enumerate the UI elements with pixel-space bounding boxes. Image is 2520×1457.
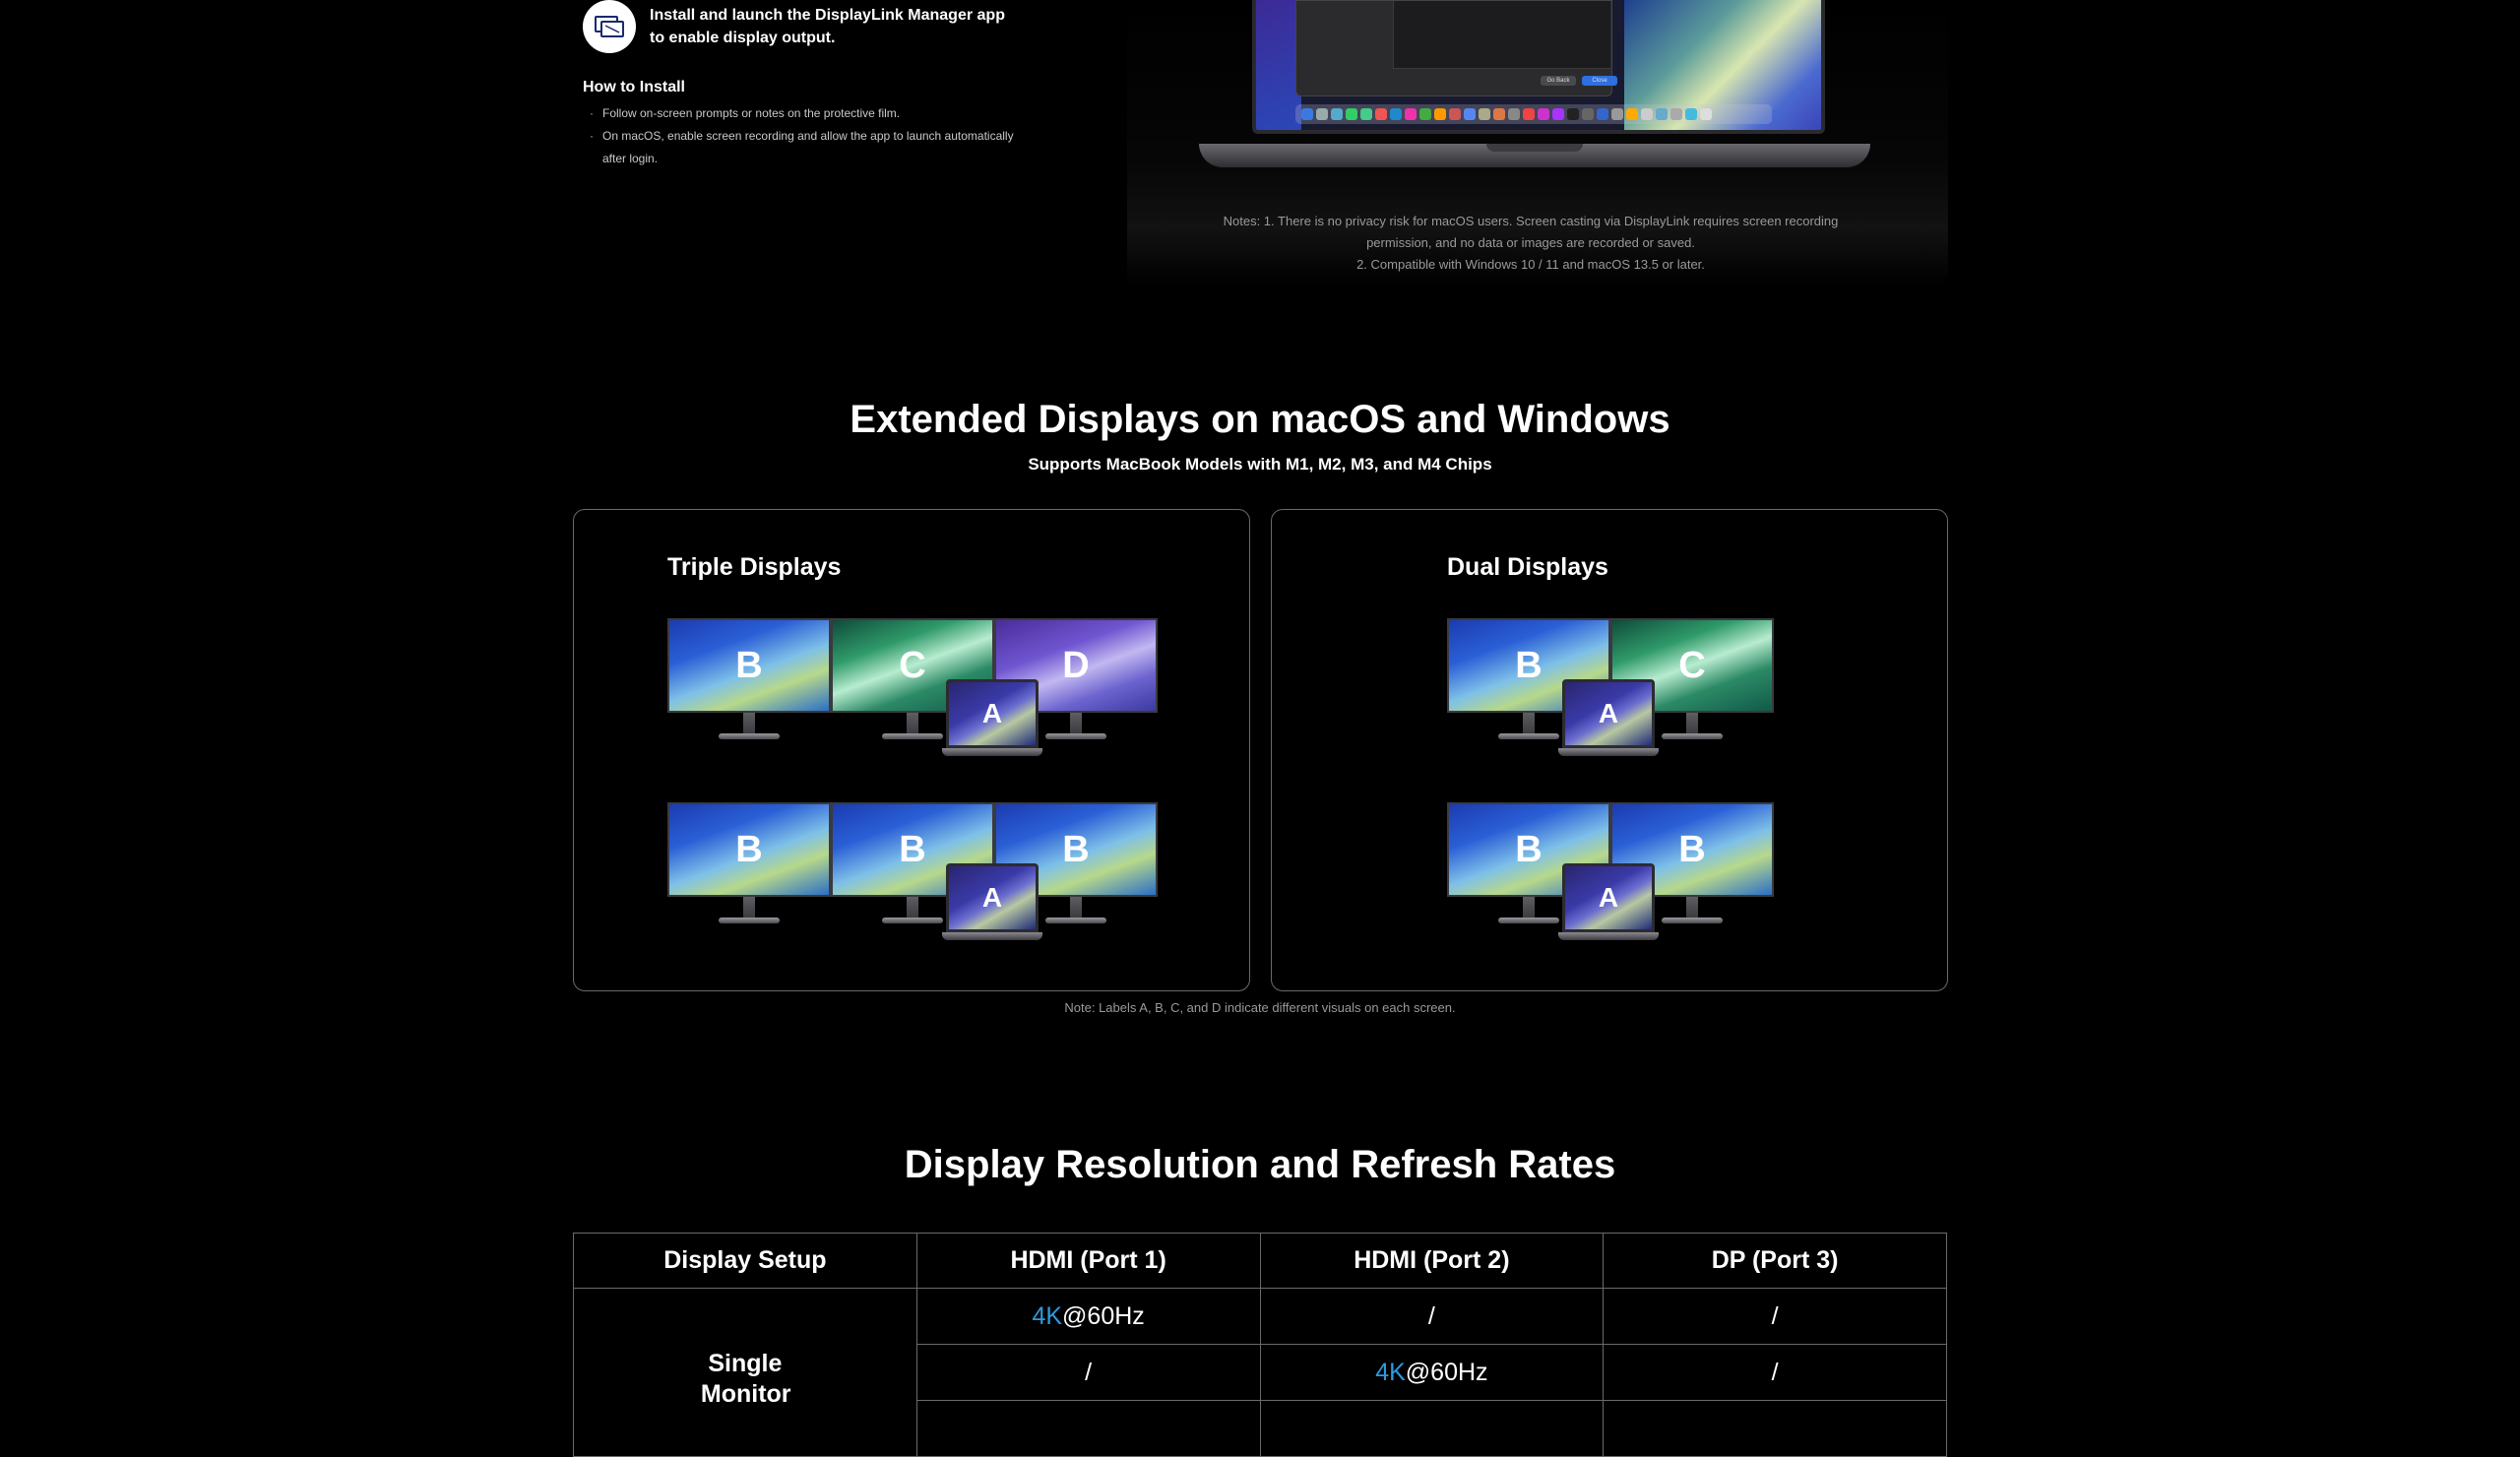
go-back-button: Go Back <box>1541 76 1576 86</box>
install-step: · Follow on-screen prompts or notes on the protective film. <box>585 102 1028 125</box>
dialog-window <box>1295 0 1612 96</box>
col-display-setup: Display Setup <box>574 1234 917 1289</box>
monitor-label: B <box>1447 618 1610 713</box>
table-row <box>574 1289 1947 1345</box>
triple-displays-title: Triple Displays <box>667 553 842 581</box>
col-dp-port-3: DP (Port 3) <box>1604 1234 1947 1289</box>
monitor-label: D <box>994 618 1158 713</box>
table-cell <box>1604 1401 1947 1457</box>
extended-displays-subtitle: Supports MacBook Models with M1, M2, M3, and M4 Chips <box>1028 455 1492 474</box>
table-cell: 4K@60Hz <box>1260 1345 1604 1401</box>
monitor-label: B <box>994 802 1158 897</box>
monitor-label: B <box>831 802 994 897</box>
monitor-label: C <box>1610 618 1774 713</box>
display-manager-icon <box>583 0 636 53</box>
laptop-notch <box>1486 144 1583 152</box>
dual-displays-title: Dual Displays <box>1447 553 1608 581</box>
extended-displays-title: Extended Displays on macOS and Windows <box>850 398 1670 441</box>
privacy-notes <box>1196 211 1865 276</box>
single-monitor-label: Single Monitor <box>574 1289 917 1457</box>
notes-line-2: 2. Compatible with Windows 10 / 11 and macOS 13.5 or later. <box>1356 257 1705 272</box>
table-cell: / <box>1604 1345 1947 1401</box>
table-cell: / <box>1604 1289 1947 1345</box>
close-button: Close <box>1582 76 1617 86</box>
col-hdmi-port-2: HDMI (Port 2) <box>1260 1234 1604 1289</box>
table-cell <box>916 1401 1260 1457</box>
monitor <box>667 618 831 744</box>
laptop <box>1558 863 1659 944</box>
monitor-label: B <box>667 802 831 897</box>
monitor <box>667 802 831 928</box>
resolution-table <box>573 1233 1947 1457</box>
resolution-title: Display Resolution and Refresh Rates <box>904 1143 1616 1186</box>
notes-line-1: Notes: 1. There is no privacy risk for macOS users. Screen casting via DisplayLink requires screen recording permission, and no data or images are recorded or saved. <box>1223 214 1839 250</box>
monitor-label: C <box>831 618 994 713</box>
monitor-label: B <box>1610 802 1774 897</box>
laptop-label: A <box>1562 679 1655 748</box>
table-cell: / <box>1260 1289 1604 1345</box>
monitor-label: B <box>667 618 831 713</box>
triple-displays-card <box>573 509 1250 991</box>
dual-displays-card <box>1271 509 1948 991</box>
install-step: · On macOS, enable screen recording and allow the app to launch automatically after login. <box>585 125 1028 170</box>
col-hdmi-port-1: HDMI (Port 1) <box>916 1234 1260 1289</box>
table-header-row <box>574 1234 1947 1289</box>
install-steps <box>585 102 1028 170</box>
dock <box>1295 104 1772 124</box>
laptop-label: A <box>946 863 1039 932</box>
laptop <box>942 679 1042 760</box>
labels-note: Note: Labels A, B, C, and D indicate different visuals on each screen. <box>1064 1000 1456 1015</box>
how-to-install-title: How to Install <box>583 79 685 95</box>
install-instruction: Install and launch the DisplayLink Manager app to enable display output. <box>650 7 1005 46</box>
monitor-label: B <box>1447 802 1610 897</box>
laptop <box>1558 679 1659 760</box>
laptop-label: A <box>1562 863 1655 932</box>
table-cell: 4K@60Hz <box>916 1289 1260 1345</box>
laptop-label: A <box>946 679 1039 748</box>
table-cell <box>1260 1401 1604 1457</box>
table-cell: / <box>916 1345 1260 1401</box>
laptop-screen-image <box>1252 0 1825 134</box>
laptop <box>942 863 1042 944</box>
